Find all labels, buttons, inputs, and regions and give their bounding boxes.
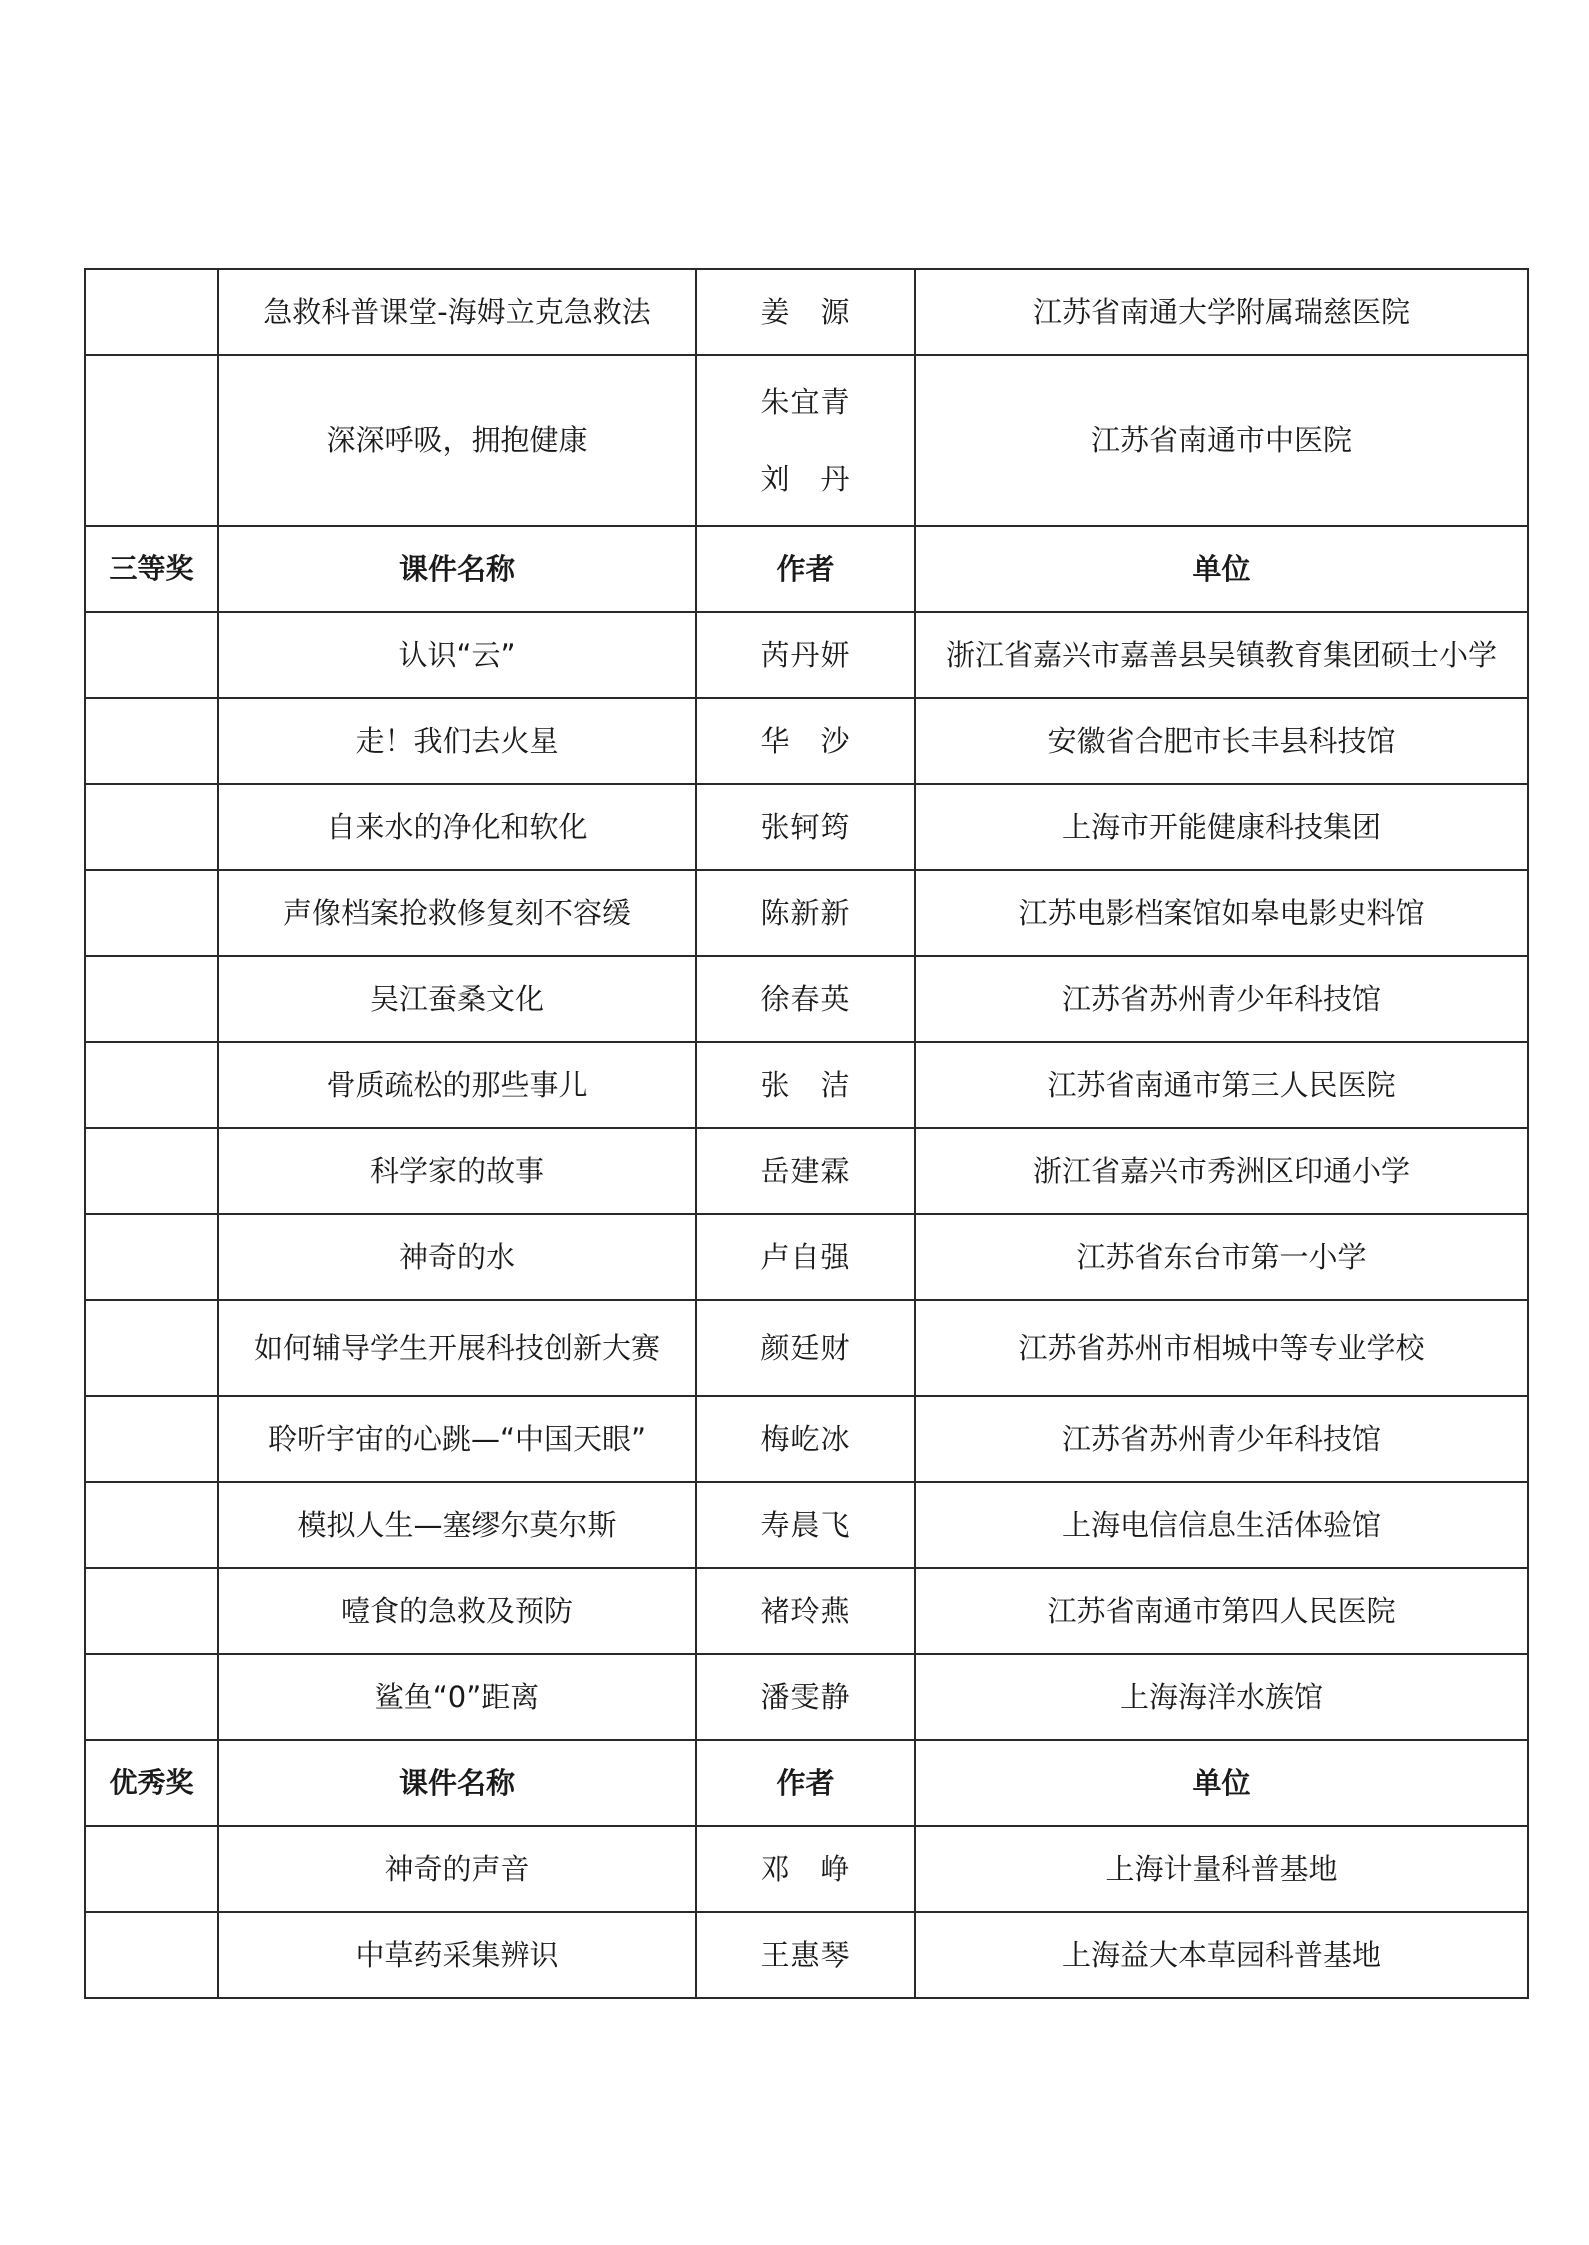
prize-cell bbox=[85, 1568, 218, 1654]
prize-level-label: 优秀奖 bbox=[85, 1740, 218, 1826]
prize-cell bbox=[85, 1654, 218, 1740]
column-header-author: 作者 bbox=[696, 526, 915, 612]
courseware-title: 急救科普课堂-海姆立克急救法 bbox=[218, 269, 696, 355]
author-name: 卢自强 bbox=[696, 1214, 915, 1300]
column-header-unit: 单位 bbox=[915, 1740, 1528, 1826]
prize-cell bbox=[85, 784, 218, 870]
table-row bbox=[85, 870, 1528, 956]
table-row bbox=[85, 1912, 1528, 1998]
prize-cell bbox=[85, 269, 218, 355]
author-name: 颜廷财 bbox=[696, 1300, 915, 1396]
table-row bbox=[85, 698, 1528, 784]
unit-name: 江苏省东台市第一小学 bbox=[915, 1214, 1528, 1300]
author-name: 陈新新 bbox=[696, 870, 915, 956]
prize-cell bbox=[85, 1826, 218, 1912]
prize-cell bbox=[85, 612, 218, 698]
courseware-title: 深深呼吸，拥抱健康 bbox=[218, 355, 696, 526]
column-header-title: 课件名称 bbox=[218, 526, 696, 612]
courseware-title: 科学家的故事 bbox=[218, 1128, 696, 1214]
author-name: 寿晨飞 bbox=[696, 1482, 915, 1568]
courseware-title: 神奇的声音 bbox=[218, 1826, 696, 1912]
table-row bbox=[85, 1396, 1528, 1482]
courseware-title: 如何辅导学生开展科技创新大赛 bbox=[218, 1300, 696, 1396]
author-cell bbox=[696, 269, 915, 355]
column-header-unit: 单位 bbox=[915, 526, 1528, 612]
author-name: 刘 丹 bbox=[760, 461, 851, 496]
table-row bbox=[85, 1042, 1528, 1128]
table-row bbox=[85, 1482, 1528, 1568]
unit-name: 上海市开能健康科技集团 bbox=[915, 784, 1528, 870]
prize-cell bbox=[85, 1128, 218, 1214]
unit-name: 江苏电影档案馆如皋电影史料馆 bbox=[915, 870, 1528, 956]
unit-name: 江苏省苏州青少年科技馆 bbox=[915, 1396, 1528, 1482]
table-row bbox=[85, 1300, 1528, 1396]
unit-name: 浙江省嘉兴市嘉善县吴镇教育集团硕士小学 bbox=[915, 612, 1528, 698]
author-name: 潘雯静 bbox=[696, 1654, 915, 1740]
author-name: 徐春英 bbox=[696, 956, 915, 1042]
table-row bbox=[85, 355, 1528, 526]
table-row bbox=[85, 784, 1528, 870]
author-name: 邓 峥 bbox=[696, 1826, 915, 1912]
prize-level-label: 三等奖 bbox=[85, 526, 218, 612]
author-name: 岳建霖 bbox=[696, 1128, 915, 1214]
section-header-row bbox=[85, 526, 1528, 612]
prize-cell bbox=[85, 1042, 218, 1128]
table-row bbox=[85, 612, 1528, 698]
prize-cell bbox=[85, 355, 218, 526]
prize-cell bbox=[85, 1396, 218, 1482]
author-name: 张 洁 bbox=[696, 1042, 915, 1128]
table-row bbox=[85, 1128, 1528, 1214]
author-name: 姜 源 bbox=[760, 294, 851, 329]
unit-name: 安徽省合肥市长丰县科技馆 bbox=[915, 698, 1528, 784]
author-cell bbox=[696, 355, 915, 526]
courseware-title: 聆听宇宙的心跳—“中国天眼” bbox=[218, 1396, 696, 1482]
prize-cell bbox=[85, 870, 218, 956]
courseware-title: 走！我们去火星 bbox=[218, 698, 696, 784]
author-name: 朱宜青 bbox=[760, 384, 851, 419]
unit-name: 上海电信信息生活体验馆 bbox=[915, 1482, 1528, 1568]
table-row bbox=[85, 956, 1528, 1042]
courseware-title: 骨质疏松的那些事儿 bbox=[218, 1042, 696, 1128]
award-list-page bbox=[84, 268, 1527, 1999]
author-name: 梅屹冰 bbox=[696, 1396, 915, 1482]
column-header-author: 作者 bbox=[696, 1740, 915, 1826]
table-row bbox=[85, 1826, 1528, 1912]
author-name: 芮丹妍 bbox=[696, 612, 915, 698]
unit-name: 江苏省南通市第四人民医院 bbox=[915, 1568, 1528, 1654]
award-table bbox=[84, 268, 1529, 1999]
prize-cell bbox=[85, 1482, 218, 1568]
award-table-body bbox=[85, 269, 1528, 1998]
courseware-title: 吴江蚕桑文化 bbox=[218, 956, 696, 1042]
author-name: 华 沙 bbox=[696, 698, 915, 784]
unit-name: 上海计量科普基地 bbox=[915, 1826, 1528, 1912]
section-header-row bbox=[85, 1740, 1528, 1826]
unit-name: 江苏省南通市中医院 bbox=[915, 355, 1528, 526]
courseware-title: 声像档案抢救修复刻不容缓 bbox=[218, 870, 696, 956]
unit-name: 浙江省嘉兴市秀洲区印通小学 bbox=[915, 1128, 1528, 1214]
prize-cell bbox=[85, 1214, 218, 1300]
courseware-title: 模拟人生—塞缪尔莫尔斯 bbox=[218, 1482, 696, 1568]
courseware-title: 认识“云” bbox=[218, 612, 696, 698]
unit-name: 江苏省苏州青少年科技馆 bbox=[915, 956, 1528, 1042]
courseware-title: 噎食的急救及预防 bbox=[218, 1568, 696, 1654]
courseware-title: 自来水的净化和软化 bbox=[218, 784, 696, 870]
prize-cell bbox=[85, 698, 218, 784]
prize-cell bbox=[85, 1912, 218, 1998]
table-row bbox=[85, 1214, 1528, 1300]
unit-name: 江苏省苏州市相城中等专业学校 bbox=[915, 1300, 1528, 1396]
author-name: 王惠琴 bbox=[696, 1912, 915, 1998]
prize-cell bbox=[85, 956, 218, 1042]
prize-cell bbox=[85, 1300, 218, 1396]
author-name: 张轲筠 bbox=[696, 784, 915, 870]
table-row bbox=[85, 269, 1528, 355]
column-header-title: 课件名称 bbox=[218, 1740, 696, 1826]
courseware-title: 鲨鱼“0”距离 bbox=[218, 1654, 696, 1740]
courseware-title: 中草药采集辨识 bbox=[218, 1912, 696, 1998]
unit-name: 江苏省南通大学附属瑞慈医院 bbox=[915, 269, 1528, 355]
table-row bbox=[85, 1568, 1528, 1654]
author-name: 褚玲燕 bbox=[696, 1568, 915, 1654]
courseware-title: 神奇的水 bbox=[218, 1214, 696, 1300]
unit-name: 上海益大本草园科普基地 bbox=[915, 1912, 1528, 1998]
unit-name: 江苏省南通市第三人民医院 bbox=[915, 1042, 1528, 1128]
table-row bbox=[85, 1654, 1528, 1740]
unit-name: 上海海洋水族馆 bbox=[915, 1654, 1528, 1740]
